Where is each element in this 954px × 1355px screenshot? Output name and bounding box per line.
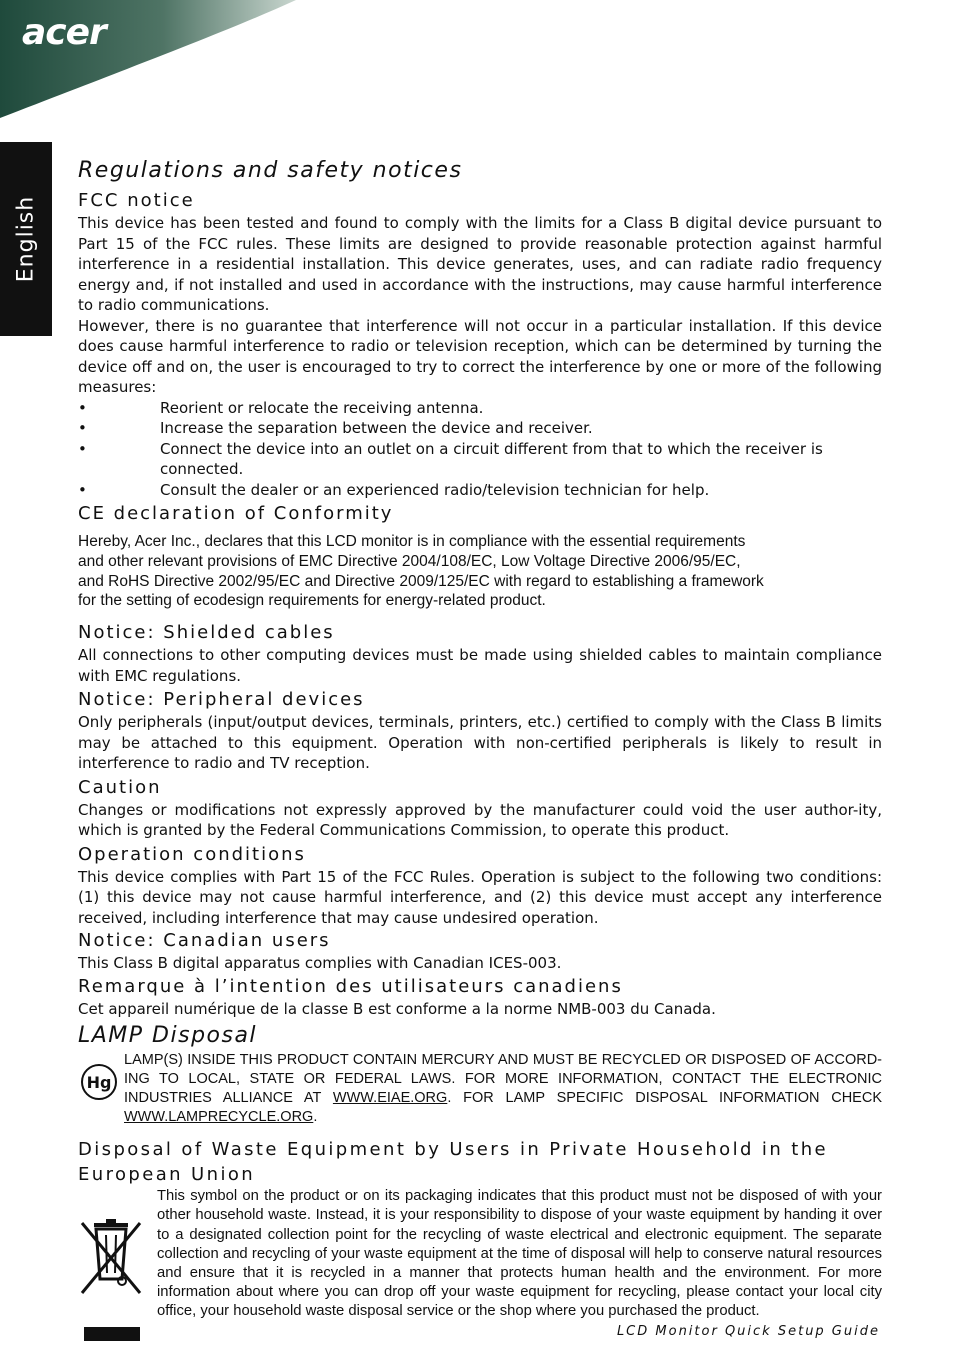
acer-logo: acer: [22, 12, 106, 53]
ce-line-3: and RoHS Directive 2002/95/EC and Directive 2009/125/EC with regard to establishing a framework: [78, 572, 764, 590]
header-band: [0, 0, 300, 122]
ce-line-4: for the setting of ecodesign requirements for energy-related product.: [78, 592, 546, 610]
language-tab-label: English: [13, 195, 39, 283]
list-item-text: Reorient or relocate the receiving antenna.: [160, 398, 484, 417]
language-tab: [0, 142, 52, 336]
weee-text: This symbol on the product or on its packaging indicates that this product must not be disposed of with your other household waste. Instead, it is your responsibility to dispose of your waste equipment by handing it over to a designated collection point for the recycling of waste electrical and electronic equipment. The separate collection and recycling of your waste equipment at the time of disposal will help to conserve natural resources and ensure that it is recycled in a manner that protects human health and the environment. For more information about where you can drop off your waste equipment for recycling, please contact your local city office, your household waste disposal service or the shop where you purchased the product.: [157, 1188, 882, 1320]
list-item-text: Increase the separation between the device and receiver.: [160, 419, 593, 437]
weee-heading: Disposal of Waste Equipment by Users in Private Household in the European Union: [78, 1139, 828, 1186]
peripheral-text: Only peripherals (input/output devices, terminals, printers, etc.) certified to comply with the Class B limits may be attached to this equipment. Operation with non-certified peripherals is likely to result in interference to radio and TV reception.: [78, 713, 882, 773]
ce-line-2: and other relevant provisions of EMC Directive 2004/108/EC, Low Voltage Directive 2006/95/EC,: [78, 552, 741, 570]
lamp-section: [78, 1051, 882, 1127]
caution-text: Changes or modifications not expressly approved by the manufacturer could void the user author-ity, which is granted by the Federal Communications Commission, to operate this product.: [78, 800, 882, 840]
lamp-text-1: LAMP(S) INSIDE THIS PRODUCT CONTAIN MERCURY AND MUST BE RECYCLED OR DISPOSED OF ACCORD-ING TO LOCAL, STATE OR FEDERAL LAWS. FOR MORE INFORMATION, CONTACT THE ELECTRONIC INDUSTRIES ALLIANCE AT: [124, 1052, 882, 1107]
ce-line-1: Hereby, Acer Inc., declares that this LCD monitor is in compliance with the essential requirements: [78, 533, 746, 550]
shielded-text: All connections to other computing devices must be made using shielded cables to maintain compliance with EMC regulations.: [78, 646, 882, 685]
eiae-link[interactable]: WWW.EIAE.ORG: [332, 1090, 448, 1107]
canadian-text: This Class B digital apparatus complies with Canadian ICES-003.: [78, 954, 562, 973]
lamp-text: [124, 1051, 882, 1127]
bullet-icon: •: [78, 480, 87, 499]
bullet-icon: •: [78, 419, 87, 437]
list-item: [78, 398, 882, 419]
ce-text: [78, 532, 882, 611]
bullet-icon: •: [78, 398, 87, 417]
list-item-text: Consult the dealer or an experienced radio/television technician for help.: [160, 480, 710, 499]
bullet-icon: •: [78, 439, 87, 458]
operation-text: This device complies with Part 15 of the FCC Rules. Operation is subject to the following two conditions: (1) this device may not cause harmful interference, and (2) this device must accept any interference received, including interference that may cause undesired operation.: [78, 867, 882, 927]
remarque-text: Cet appareil numérique de la classe B est conforme a la norme NMB-003 du Canada.: [78, 999, 716, 1018]
weee-section: [78, 1187, 882, 1321]
fcc-paragraph-1: This device has been tested and found to comply with the limits for a Class B digital device pursuant to Part 15 of the FCC rules. These limits are designed to provide reasonable protection against harmful interference in a residential installation. This device generates, uses, and can radiate radio frequency energy and, if not installed and used in accordance with the instructions, may cause harmful interference to radio communications.: [78, 214, 882, 314]
lamp-text-2: . FOR LAMP SPECIFIC DISPOSAL INFORMATION CHECK: [447, 1090, 882, 1107]
lamprecycle-link[interactable]: WWW.LAMPRECYCLE.ORG: [124, 1109, 314, 1126]
lamp-text-3: .: [313, 1109, 318, 1126]
footer-title: LCD Monitor Quick Setup Guide: [616, 1324, 880, 1339]
mercury-hg-icon: [80, 1063, 118, 1101]
shielded-heading: Notice: Shielded cables: [78, 622, 335, 644]
fcc-heading: FCC notice: [78, 190, 195, 211]
main-content: [78, 156, 882, 1322]
list-item: [78, 439, 882, 480]
remarque-heading: Remarque à l’intention des utilisateurs canadiens: [78, 975, 623, 997]
list-item: [78, 480, 882, 501]
page-title: Regulations and safety notices: [78, 158, 463, 183]
canadian-heading: Notice: Canadian users: [78, 930, 331, 952]
fcc-measures-list: [78, 398, 882, 501]
crossed-bin-icon: [78, 1217, 144, 1345]
list-item: [78, 418, 882, 439]
list-item-text: Connect the device into an outlet on a circuit different from that to which the receiver is connected.: [160, 439, 823, 478]
lamp-heading: LAMP Disposal: [78, 1023, 258, 1049]
ce-heading: CE declaration of Conformity: [78, 503, 394, 524]
caution-heading: Caution: [78, 776, 162, 798]
mercury-hg-label: Hg: [86, 1073, 112, 1093]
peripheral-heading: Notice: Peripheral devices: [78, 689, 365, 711]
fcc-paragraph-2: However, there is no guarantee that interference will not occur in a particular installation. If this device does cause harmful interference to radio or television reception, which can be determined by turning the device off and on, the user is encouraged to try to correct the interference by one or more of the following measures:: [78, 316, 882, 396]
operation-heading: Operation conditions: [78, 843, 306, 865]
